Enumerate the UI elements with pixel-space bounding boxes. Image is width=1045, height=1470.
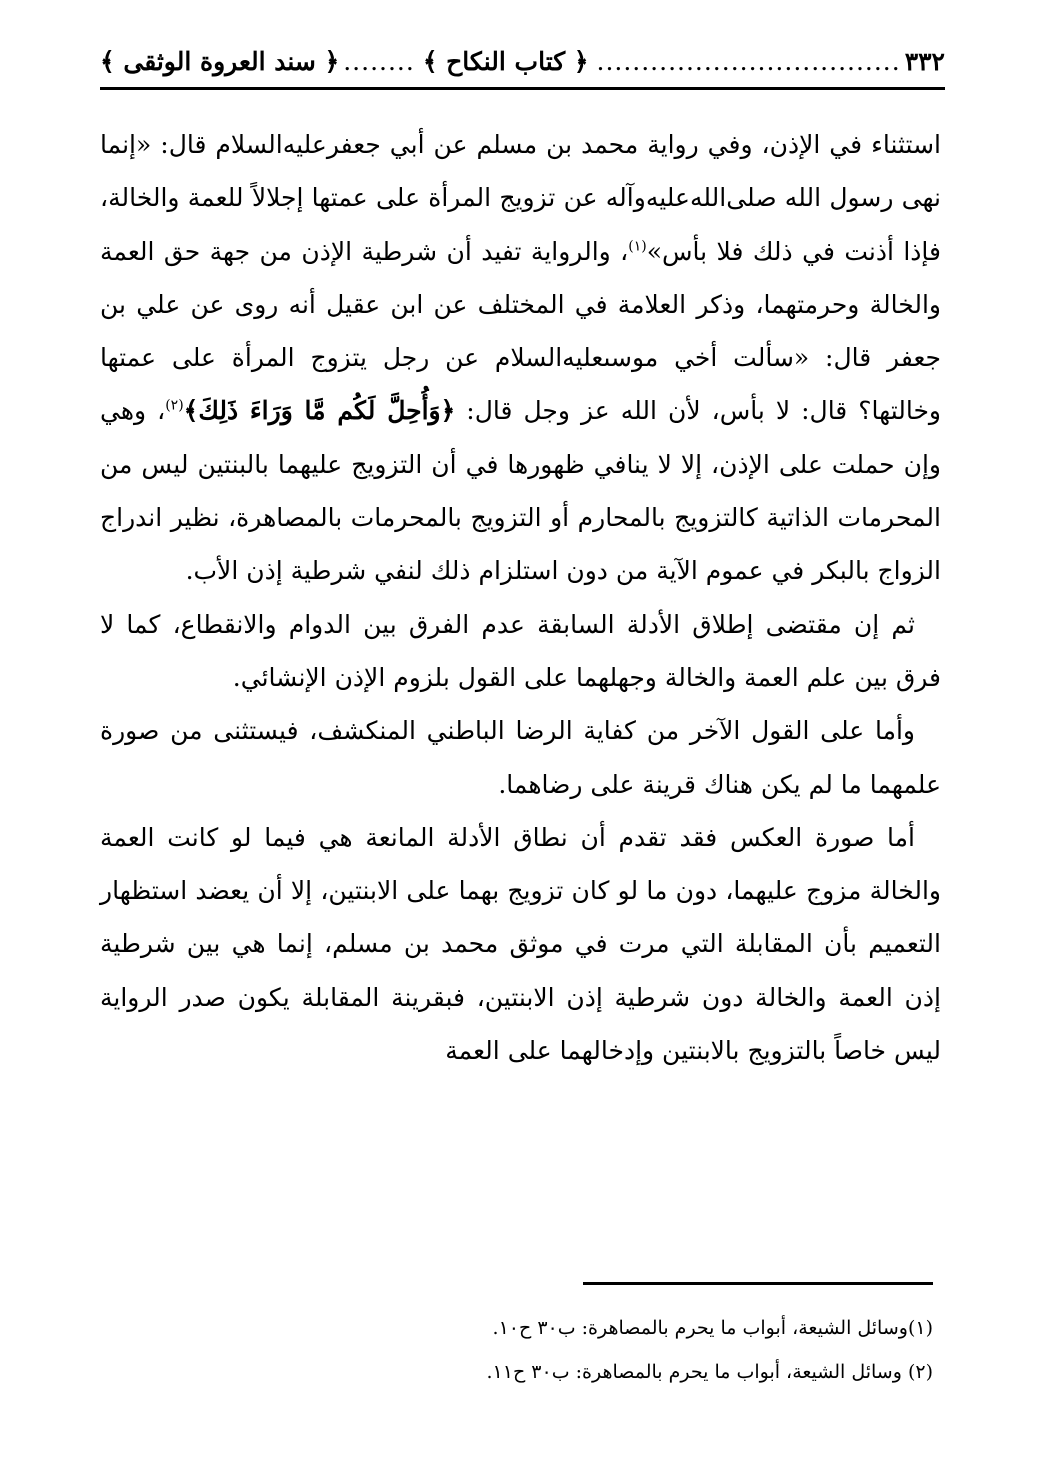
header-rule (100, 87, 945, 90)
paragraph-text: ، وهي وإن حملت على الإذن، إلا لا ينافي ظهورها في أن التزويج عليهما بالبنتين ليس من المحرمات الذاتية كالتزويج بالمحارم أو التزويج بالمحرمات بالمصاهرة، نظير اندراج الزواج بالبكر في عموم الآية من دون استلزام ذلك لنفي شرطية إذن الأب. (100, 396, 941, 586)
paragraph: وأما على القول الآخر من كفاية الرضا الباطني المنكشف، فيستثنى من صورة علمهما ما لم يكن هناك قرينة على رضاهما. (100, 716, 941, 799)
main-text (100, 118, 941, 1077)
paragraph-text: ، والرواية تفيد أن شرطية الإذن من جهة حق العمة والخالة وحرمتهما، وذكر العلامة في المختلف عن ابن عقيل أنه روى عن علي بن جعفر قال: «سألت أخي موسىعليه‌السلام عن رجل يتزوج المرأة على عمتها وخالتها؟ قال: لا بأس، لأن الله عز وجل قال: (100, 236, 942, 426)
header-titles (343, 47, 900, 76)
page-number: ٣٣٢ (904, 46, 945, 76)
paragraph-text: استثناء في الإذن، وفي رواية محمد بن مسلم عن أبي جعفرعليه‌السلام قال: «إنما نهى رسول الله صلى‌الله‌عليه‌وآله عن تزويج المرأة على عمتها إجلالاً للعمة والخالة، فإذا أذنت في ذلك فلا بأس» (100, 130, 941, 266)
paragraph: أما صورة العكس فقد تقدم أن نطاق الأدلة المانعة هي فيما لو كانت العمة والخالة مزوج عليهما، دون ما لو كان تزويج بهما على الابنتين، إلا أن يعضد استظهار التعميم بأن المقابلة التي مرت في موثق محمد بن مسلم، إنما هي بين شرطية إذن العمة والخالة دون شرطية إذن الابنتين، فبقرينة المقابلة يكون صدر الرواية ليس خاصاً بالتزويج بالابنتين وإدخالهما على العمة (100, 822, 941, 1066)
running-header (100, 38, 945, 84)
footnote-marker: (١) (628, 238, 647, 255)
chapter-title: ﴿ كتاب النكاح ﴾ (422, 46, 589, 76)
paragraph (100, 118, 941, 598)
book-title: ﴿ سند العروة الوثقى ﴾ (100, 46, 340, 76)
footnote-separator (583, 1282, 933, 1285)
leader-dots: ........ (343, 46, 415, 76)
footnote-marker: (٢) (165, 398, 184, 415)
quran-verse: ﴿وَأُحِلَّ لَكُم مَّا وَرَاءَ ذَلِكَ﴾ (183, 396, 456, 426)
footnotes (100, 1306, 933, 1394)
footnote: (١)وسائل الشيعة، أبواب ما يحرم بالمصاهرة: ب٣٠ ح١٠. (492, 1317, 933, 1339)
leader-dots: .................................. (596, 46, 901, 76)
paragraph: ثم إن مقتضى إطلاق الأدلة السابقة عدم الفرق بين الدوام والانقطاع، كما لا فرق بين علم العمة والخالة وجهلهما على القول بلزوم الإذن الإنشائي. (100, 609, 941, 692)
footnote: (٢) وسائل الشيعة، أبواب ما يحرم بالمصاهرة: ب٣٠ ح١١. (486, 1361, 933, 1383)
